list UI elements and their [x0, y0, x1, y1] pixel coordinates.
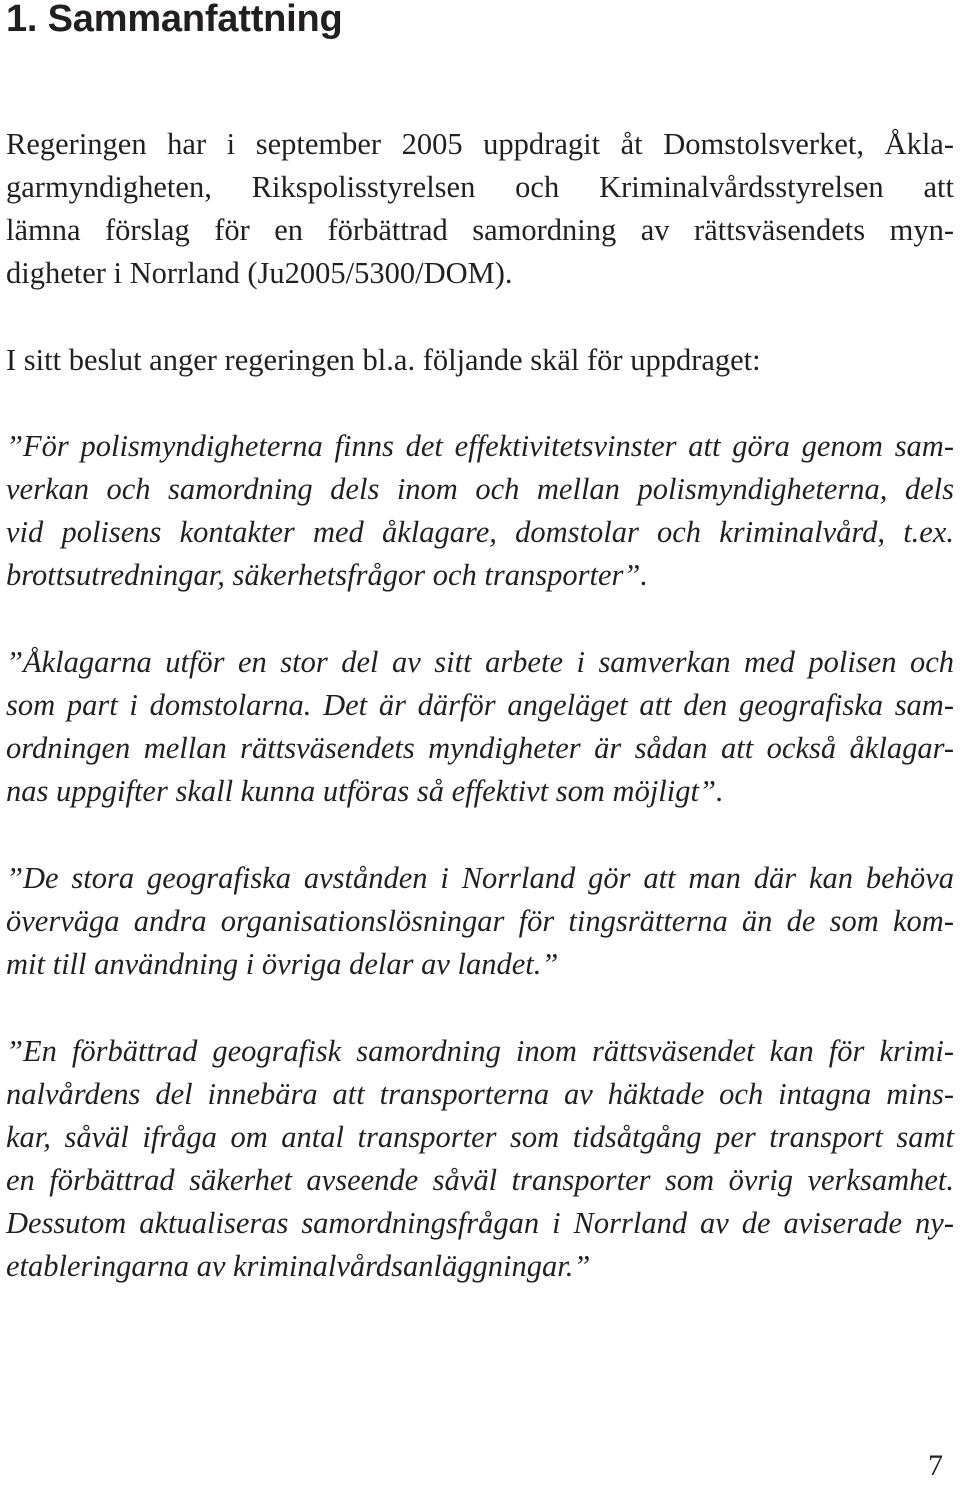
text-line: garmyndigheten, Rikspolisstyrelsen och Kriminalvårdsstyrelsen att — [6, 170, 954, 204]
text-line: nas uppgifter skall kunna utföras så effektivt som möjligt”. — [6, 774, 724, 808]
quote-prosecutors — [6, 641, 954, 813]
text-line: ”För polismyndigheterna finns det effektivitetsvinster att göra genom sam- — [6, 429, 954, 463]
text-line: mit till användning i övriga delar av landet.” — [6, 947, 559, 981]
text-line: nalvårdens del innebära att transporterna av häktade och intagna mins- — [6, 1077, 954, 1111]
decision-paragraph — [6, 339, 954, 382]
text-line: verkan och samordning dels inom och mellan polismyndigheterna, dels — [6, 472, 954, 506]
quote-prison-service — [6, 1030, 954, 1288]
text-line: Regeringen har i september 2005 uppdragit åt Domstolsverket, Åkla- — [6, 127, 954, 161]
quote-police — [6, 425, 954, 597]
quote-distances — [6, 857, 954, 986]
text-line: ”Åklagarna utför en stor del av sitt arbete i samverkan med polisen och — [6, 645, 954, 679]
page-number: 7 — [928, 1449, 943, 1482]
text-line: ”De stora geografiska avstånden i Norrland gör att man där kan behöva — [6, 861, 954, 895]
text-line: vid polisens kontakter med åklagare, domstolar och kriminalvård, t.ex. — [6, 515, 954, 549]
text-line: digheter i Norrland (Ju2005/5300/DOM). — [6, 256, 513, 290]
intro-paragraph — [6, 123, 954, 295]
text-line: etableringarna av kriminalvårdsanläggningar.” — [6, 1249, 591, 1283]
text-line: Dessutom aktualiseras samordningsfrågan i Norrland av de aviserade ny- — [6, 1206, 954, 1240]
text-line: som part i domstolarna. Det är därför angeläget att den geografiska sam- — [6, 688, 954, 722]
text-line: brottsutredningar, säkerhetsfrågor och transporter”. — [6, 558, 648, 592]
text-line: kar, såväl ifråga om antal transporter som tidsåtgång per transport samt — [6, 1120, 954, 1154]
text-line: överväga andra organisationslösningar för tingsrätterna än de som kom- — [6, 904, 954, 938]
text-line: I sitt beslut anger regeringen bl.a. följande skäl för uppdraget: — [6, 343, 761, 377]
text-line: ordningen mellan rättsväsendets myndigheter är sådan att också åklagar- — [6, 731, 954, 765]
section-heading: 1. Sammanfattning — [6, 0, 343, 40]
text-line: ”En förbättrad geografisk samordning inom rättsväsendet kan för krimi- — [6, 1034, 954, 1068]
text-line: en förbättrad säkerhet avseende såväl transporter som övrig verksamhet. — [6, 1163, 954, 1197]
text-line: lämna förslag för en förbättrad samordning av rättsväsendets myn- — [6, 213, 954, 247]
